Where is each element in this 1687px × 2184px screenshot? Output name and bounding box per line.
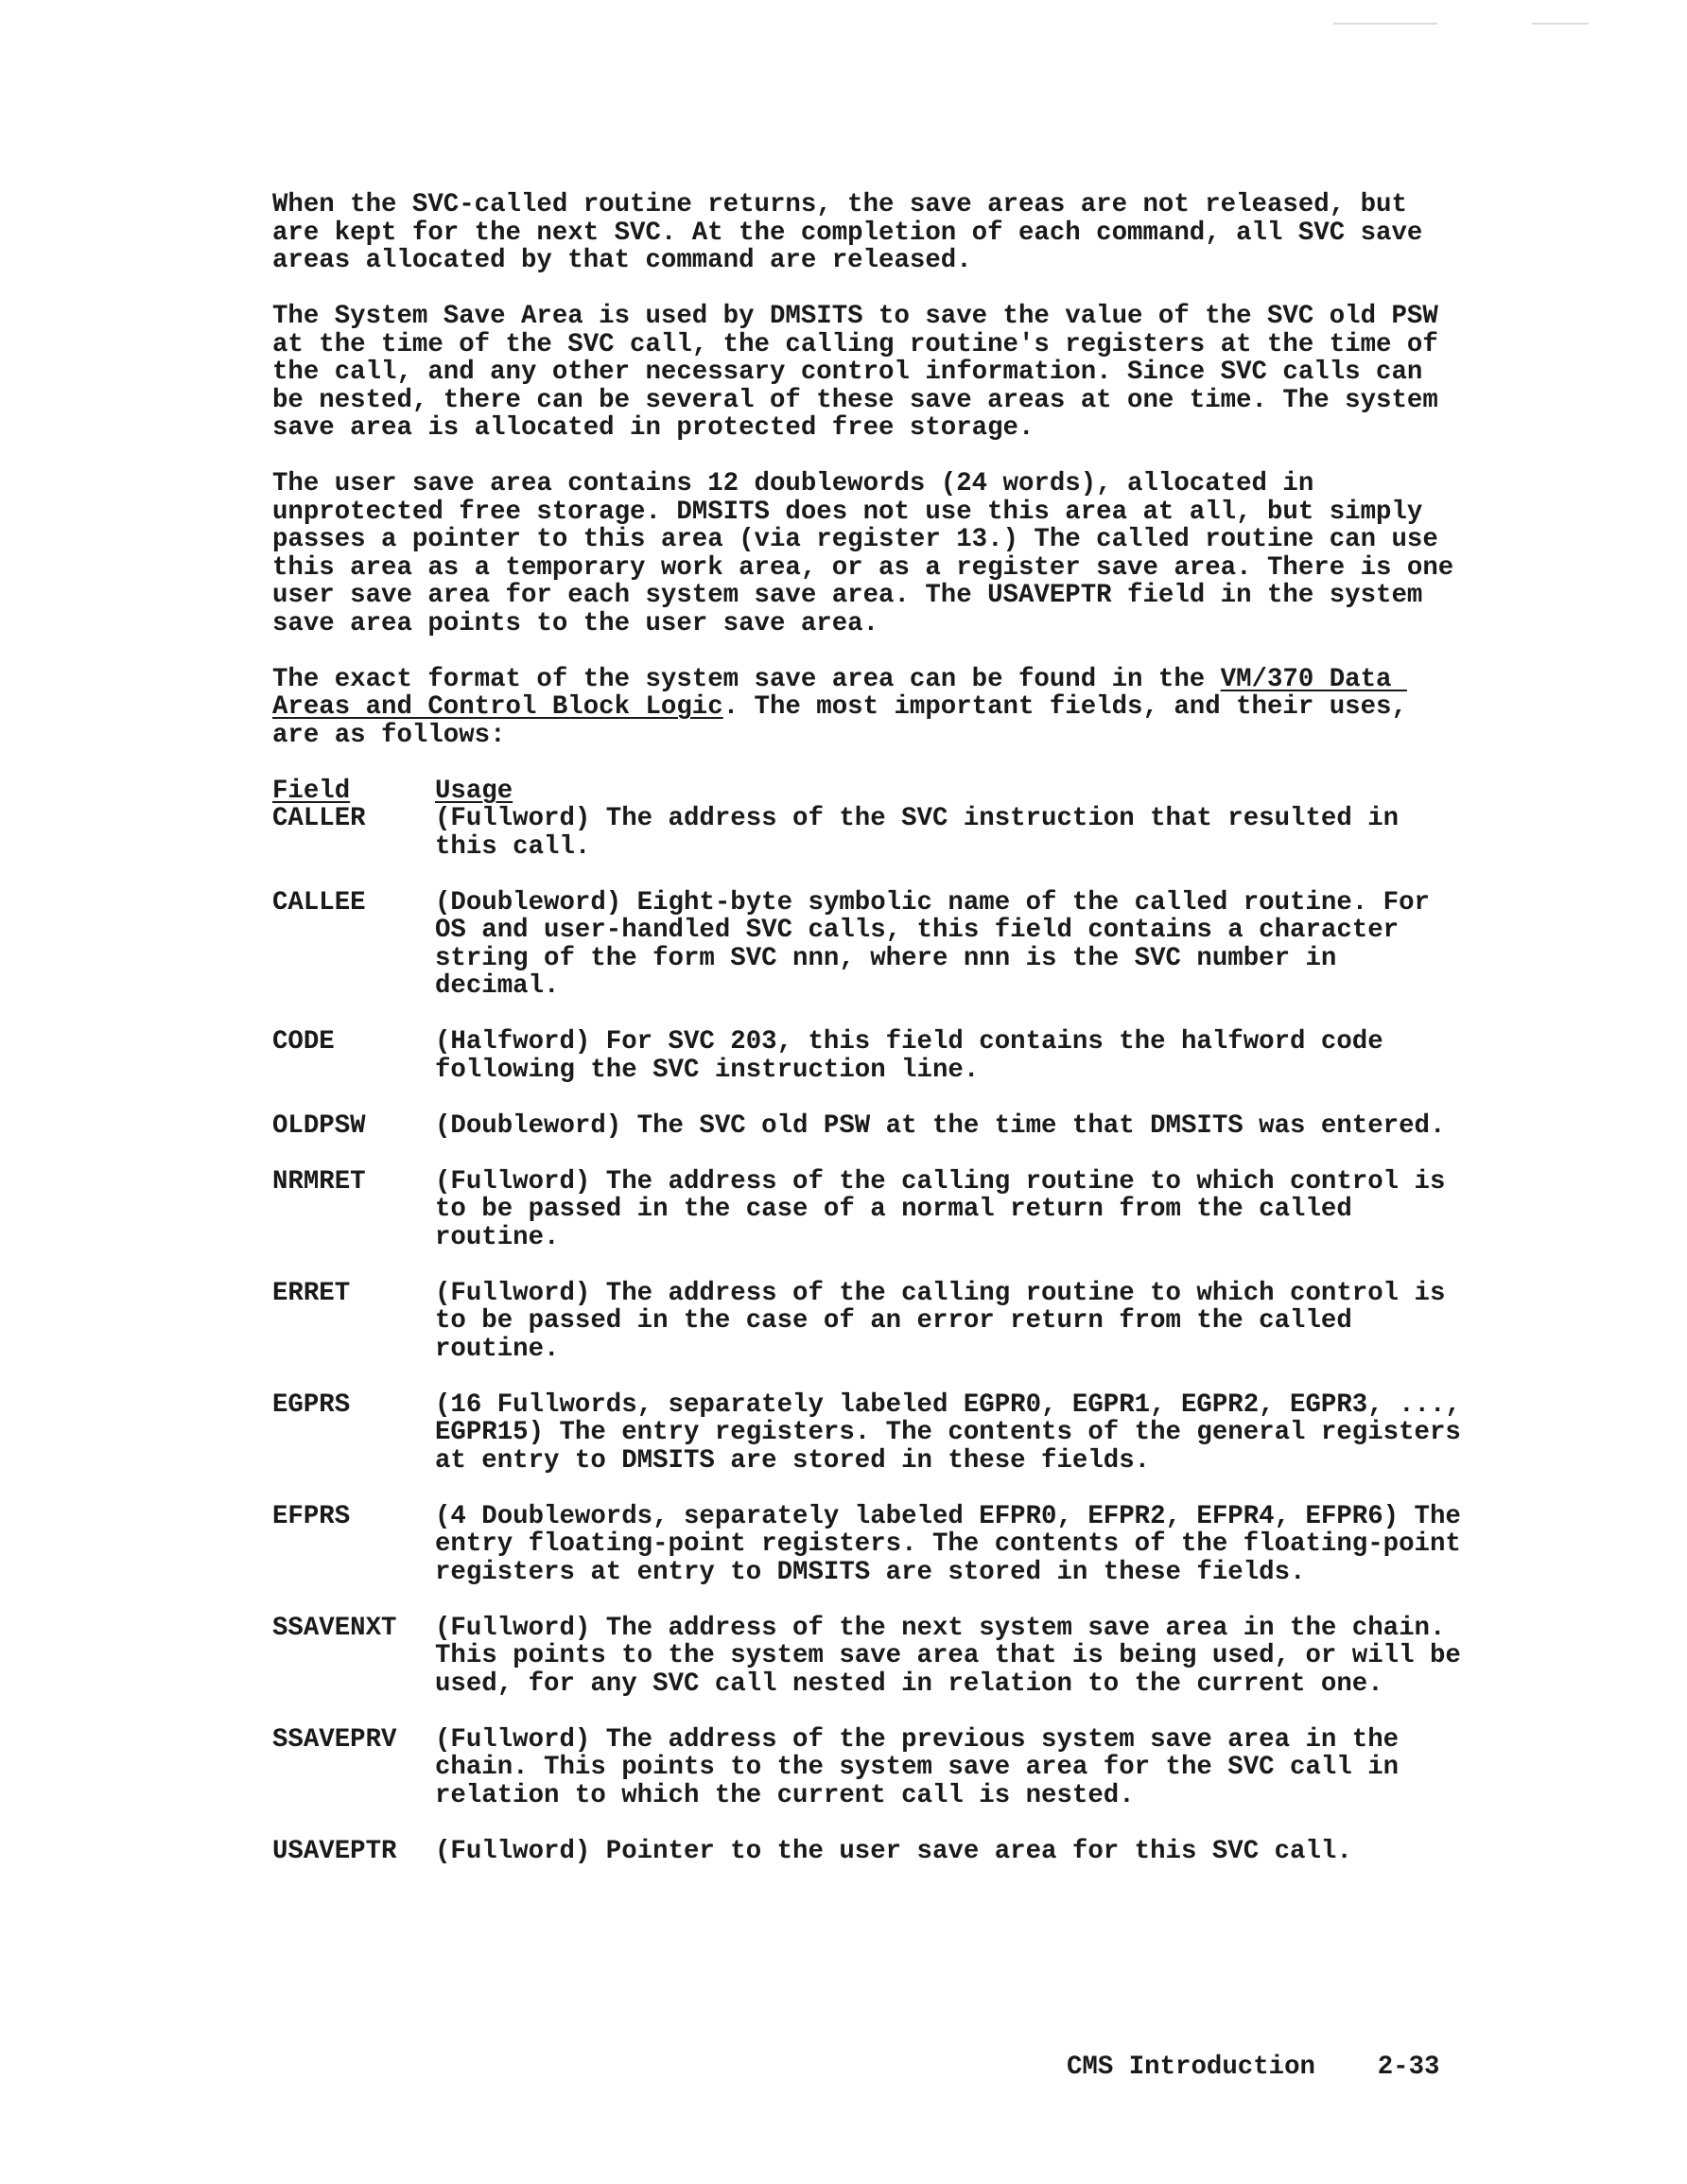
field-name: EFPRS [272,1501,351,1531]
field-name: CODE [272,1027,335,1057]
page-number: 2-33 [1377,2053,1440,2082]
field-row [272,1615,1464,1699]
field-row [272,1838,1464,1866]
field-row [272,1391,1464,1476]
field-usage: (4 Doublewords, separately labeled EFPR0, EFPR2, EFPR4, EFPR6) The entry floating-point registers. The contents of the floating-point registers at entry to DMSITS are stored in these fields. [435,1501,1461,1587]
field-usage: (Fullword) The address of the next system save area in the chain. This points to the system save area that is being used, or will be used, for any SVC call nested in relation to the current one. [435,1613,1461,1699]
field-table-header [272,778,1464,806]
field-row [272,1280,1464,1364]
format-reference-text: . The most important fields, and their uses, are as follows: [272,692,1423,750]
scan-artifact [1532,23,1589,25]
field-name: EGPRS [272,1389,351,1420]
footer-section-title: CMS Introduction [1067,2053,1315,2082]
field-row [272,1726,1464,1810]
field-usage: (Doubleword) The SVC old PSW at the time that DMSITS was entered. [435,1110,1446,1141]
field-name: CALLEE [272,887,366,917]
field-name: NRMRET [272,1166,366,1197]
field-usage: (Fullword) Pointer to the user save area for this SVC call. [435,1836,1352,1866]
field-usage: (Fullword) The address of the calling routine to which control is to be passed in the case of an error return from the called routine. [435,1278,1446,1364]
paragraph-user-save-area: The user save area contains 12 doublewords (24 words), allocated in unprotected free storage. DMSITS does not use this area at all, but simply passes a pointer to this area (via register 13.) The called routine can use this area as a temporary work area, or as a register save area. There is one user save area for each system save area. The USAVEPTR field in the system save area points to the user save area. [272,469,1470,638]
field-name: SSAVEPRV [272,1724,397,1755]
field-row [272,805,1464,861]
field-usage: (Halfword) For SVC 203, this field contains the halfword code following the SVC instruction line. [435,1027,1383,1085]
usage-column-header: Usage [435,776,513,806]
book-title: VM/370 Data Areas and Control Block Logic [272,664,1407,722]
field-name: ERRET [272,1278,351,1308]
field-name: OLDPSW [272,1110,366,1141]
paragraph-svc-returns: When the SVC-called routine returns, the save areas are not released, but are kept for the next SVC. At the completion of each command, all SVC save areas allocated by that command are released. [272,190,1438,275]
scan-artifact [1333,23,1437,25]
paragraph-system-save-area: The System Save Area is used by DMSITS to save the value of the SVC old PSW at the time of the SVC call, the calling routine's registers at the time of the call, and any other necessary control information. Since SVC calls can be nested, there can be several of these save areas at one time. The system save area is allocated in protected free storage. [272,302,1454,443]
field-name: CALLER [272,804,366,833]
field-name: SSAVENXT [272,1613,397,1643]
document-body [272,190,1470,1894]
field-name: USAVEPTR [272,1836,397,1866]
field-usage: (Doubleword) Eight-byte symbolic name of the called routine. For OS and user-handled SVC calls, this field contains a character string of the form SVC nnn, where nnn is the SVC number in decimal. [435,887,1430,1001]
field-column-header: Field [272,776,351,806]
paragraph-format-reference [272,666,1464,750]
field-row [272,1028,1464,1084]
field-row [272,1112,1464,1141]
page-footer [1067,2053,1440,2082]
field-row [272,889,1464,1001]
field-usage: (Fullword) The address of the previous system save area in the chain. This points to the system save area for the SVC call in relation to which the current call is nested. [435,1724,1400,1810]
field-row [272,1503,1464,1587]
field-usage: (16 Fullwords, separately labeled EGPR0, EGPR1, EGPR2, EGPR3, ..., EGPR15) The entry registers. The contents of the general registers at entry to DMSITS are stored in these fields. [435,1389,1461,1476]
format-reference-text: The exact format of the system save area can be found in the [272,664,1221,694]
field-usage: (Fullword) The address of the SVC instruction that resulted in this call. [435,804,1400,862]
field-row [272,1168,1464,1252]
field-usage: (Fullword) The address of the calling routine to which control is to be passed in the case of a normal return from the called routine. [435,1166,1446,1252]
